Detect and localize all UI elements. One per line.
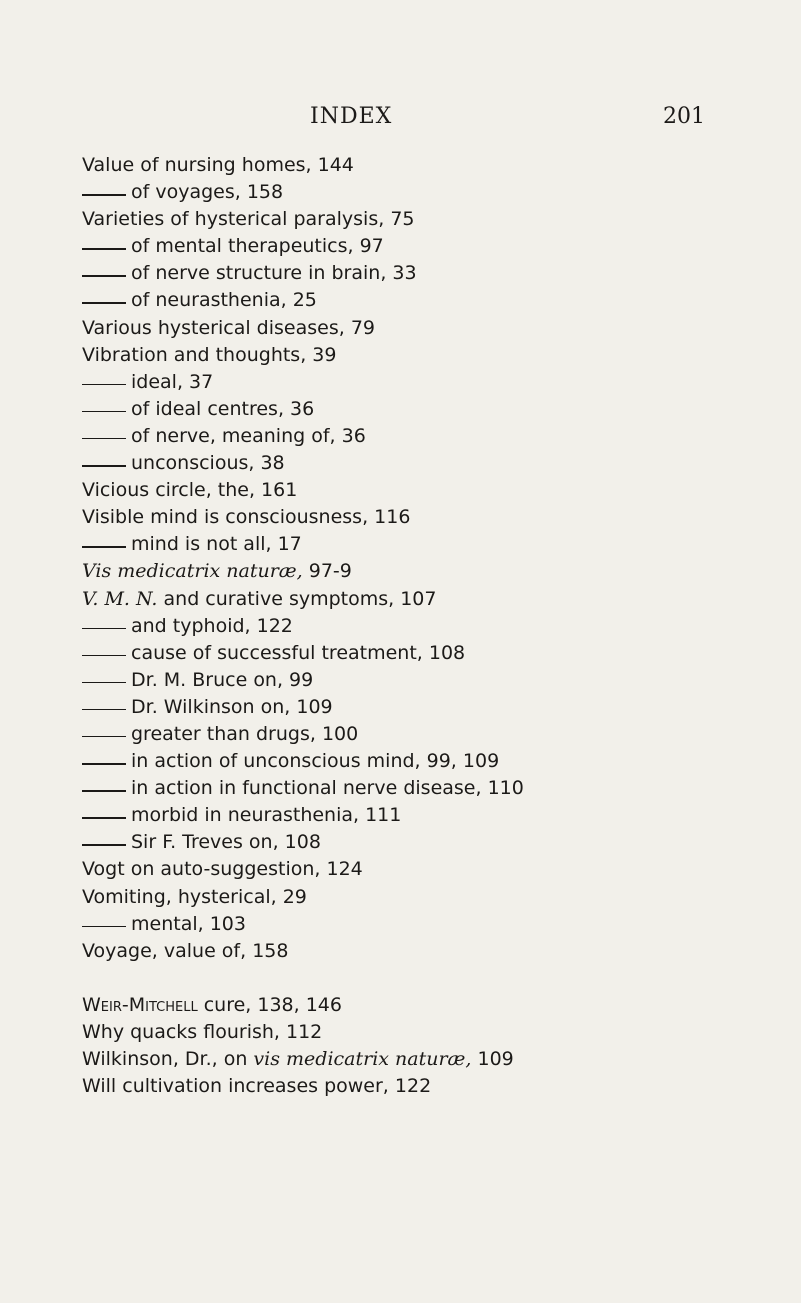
index-entry xyxy=(0,1046,801,1073)
index-entry xyxy=(0,884,801,911)
index-subentry xyxy=(0,802,801,829)
repeat-dash xyxy=(82,411,126,413)
index-subentry xyxy=(0,829,801,856)
index-subentry xyxy=(0,667,801,694)
repeat-dash xyxy=(82,546,126,548)
entry-text: ideal, 37 xyxy=(131,370,214,393)
entry-text: Vicious circle, the, 161 xyxy=(82,479,298,502)
index-entry xyxy=(0,342,801,369)
entry-text: Dr. M. Bruce on, 99 xyxy=(131,668,314,691)
entry-text: 97-9 xyxy=(302,560,352,583)
page-number: 201 xyxy=(663,104,705,129)
entry-italic-text: vis medicatrix naturæ, xyxy=(253,1048,472,1070)
entry-text: unconscious, 38 xyxy=(131,452,285,475)
index-subentry xyxy=(0,233,801,260)
entry-text: of nerve, meaning of, 36 xyxy=(131,424,366,447)
repeat-dash xyxy=(82,628,126,630)
repeat-dash xyxy=(82,709,126,711)
entry-text: of voyages, 158 xyxy=(131,181,284,204)
entry-text: Value of nursing homes, 144 xyxy=(82,154,354,176)
repeat-dash xyxy=(82,926,126,928)
repeat-dash xyxy=(82,763,126,765)
index-entry xyxy=(0,1073,801,1100)
index-subentry xyxy=(0,396,801,423)
entry-text: mind is not all, 17 xyxy=(131,533,302,556)
index-entries xyxy=(0,152,801,1100)
entry-text: of ideal centres, 36 xyxy=(131,397,315,420)
index-entry xyxy=(0,477,801,504)
entry-text: Wilkinson, Dr., on xyxy=(82,1048,254,1070)
entry-italic-text: V. M. N. xyxy=(82,587,158,610)
index-subentry xyxy=(0,369,801,396)
entry-text-tail: 109 xyxy=(471,1048,514,1070)
repeat-dash xyxy=(82,194,126,196)
entry-italic-text: Vis medicatrix naturæ, xyxy=(82,560,303,583)
repeat-dash xyxy=(82,817,126,819)
repeat-dash xyxy=(82,736,126,738)
index-subentry xyxy=(0,694,801,721)
entry-text: Vomiting, hysterical, 29 xyxy=(82,885,307,908)
letter-group-gap xyxy=(0,965,801,992)
index-entry xyxy=(0,586,801,613)
index-subentry xyxy=(0,721,801,748)
index-entry xyxy=(0,315,801,342)
entry-text: cause of successful treatment, 108 xyxy=(131,641,466,664)
entry-text: in action in functional nerve disease, 110 xyxy=(131,777,524,800)
running-head xyxy=(0,104,801,134)
entry-text: cure, 138, 146 xyxy=(197,993,342,1016)
index-entry xyxy=(0,206,801,233)
index-subentry xyxy=(0,450,801,477)
entry-text: of mental therapeutics, 97 xyxy=(131,235,384,258)
repeat-dash xyxy=(82,682,126,684)
index-subentry xyxy=(0,911,801,938)
entry-text: Will cultivation increases power, 122 xyxy=(82,1075,432,1098)
repeat-dash xyxy=(82,844,126,846)
index-entry xyxy=(0,856,801,883)
entry-text: in action of unconscious mind, 99, 109 xyxy=(131,750,500,773)
repeat-dash xyxy=(82,655,126,657)
page-title: INDEX xyxy=(310,104,393,129)
index-entry xyxy=(0,1019,801,1046)
entry-text: Sir F. Treves on, 108 xyxy=(131,831,321,854)
repeat-dash xyxy=(82,790,126,792)
index-subentry xyxy=(0,531,801,558)
entry-text: morbid in neurasthenia, 111 xyxy=(131,804,402,827)
entry-text: Visible mind is consciousness, 116 xyxy=(82,506,411,529)
repeat-dash xyxy=(82,302,126,304)
index-subentry xyxy=(0,260,801,287)
index-entry xyxy=(0,992,801,1019)
entry-text: mental, 103 xyxy=(131,912,246,935)
entry-text: Why quacks flourish, 112 xyxy=(82,1020,323,1043)
entry-text: Voyage, value of, 158 xyxy=(82,939,289,962)
entry-text: and typhoid, 122 xyxy=(131,614,293,637)
index-entry xyxy=(0,558,801,585)
repeat-dash xyxy=(82,248,126,250)
entry-text: Dr. Wilkinson on, 109 xyxy=(131,695,333,718)
repeat-dash xyxy=(82,465,126,467)
entry-text: of neurasthenia, 25 xyxy=(131,289,317,312)
entry-text: and curative symptoms, 107 xyxy=(157,587,437,610)
entry-text: Vibration and thoughts, 39 xyxy=(82,343,337,366)
index-subentry xyxy=(0,775,801,802)
index-entry xyxy=(0,152,801,179)
entry-text: greater than drugs, 100 xyxy=(131,722,359,745)
entry-text: Vogt on auto-suggestion, 124 xyxy=(82,858,363,881)
index-entry xyxy=(0,938,801,965)
index-subentry xyxy=(0,179,801,206)
index-subentry xyxy=(0,423,801,450)
entry-smallcaps-text: Weir-Mitchell xyxy=(82,993,198,1016)
repeat-dash xyxy=(82,384,126,386)
repeat-dash xyxy=(82,438,126,440)
index-subentry xyxy=(0,748,801,775)
entry-text: Varieties of hysterical paralysis, 75 xyxy=(82,208,415,231)
entry-text: Various hysterical diseases, 79 xyxy=(82,316,375,339)
index-entry xyxy=(0,504,801,531)
index-subentry xyxy=(0,287,801,314)
repeat-dash xyxy=(82,275,126,277)
entry-text: of nerve structure in brain, 33 xyxy=(131,262,417,285)
index-subentry xyxy=(0,613,801,640)
index-subentry xyxy=(0,640,801,667)
